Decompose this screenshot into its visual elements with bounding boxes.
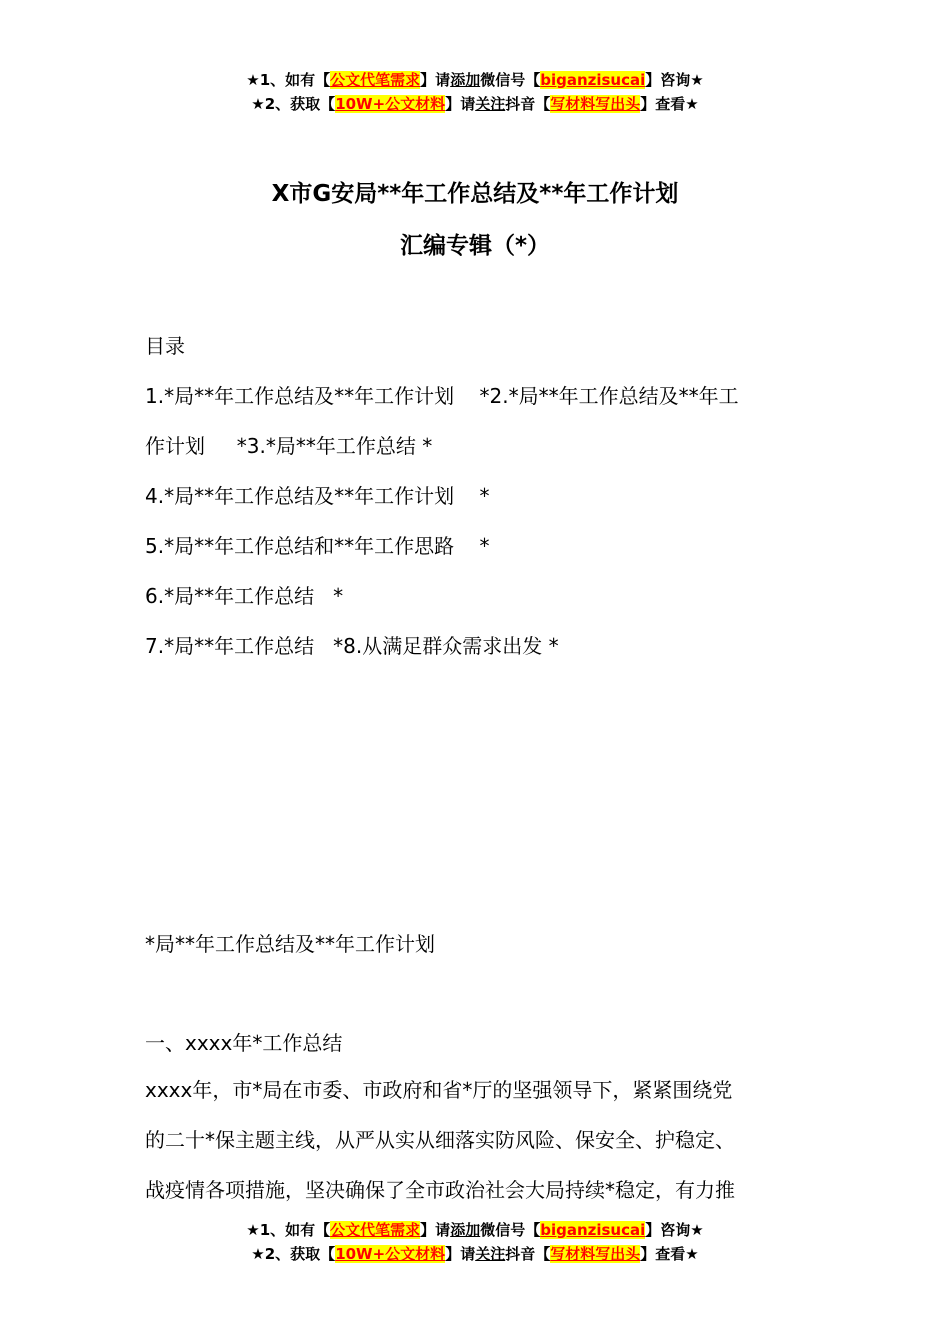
banner-emphasis: 关注 — [475, 1245, 506, 1263]
banner-highlight: biganzisucai — [540, 1221, 646, 1239]
banner-text: ★1、如有【 — [246, 1221, 331, 1239]
banner-text: 】查看★ — [640, 95, 699, 113]
toc-line: 1.*局**年工作总结及**年工作计划 *2.*局**年工作总结及**年工 — [145, 384, 739, 408]
banner-line-1 — [0, 68, 950, 92]
banner-text: 】咨询★ — [645, 1221, 704, 1239]
banner-emphasis: 关注 — [475, 95, 506, 113]
toc-line: 7.*局**年工作总结 *8.从满足群众需求出发 * — [145, 634, 559, 658]
banner-text: 】咨询★ — [645, 71, 704, 89]
banner-line-2 — [0, 1242, 950, 1266]
document-title — [0, 168, 950, 272]
toc-line: 6.*局**年工作总结 * — [145, 584, 344, 608]
banner-text: 】请 — [420, 71, 451, 89]
banner-highlight: 公文代笔需求 — [330, 1221, 421, 1239]
paragraph-line: 的二十*保主题主线，从严从实从细落实防风险、保安全、护稳定、 — [145, 1128, 735, 1152]
banner-text: ★2、获取【 — [251, 1245, 336, 1263]
paragraph-line: xxxx年，市*局在市委、市政府和省*厅的坚强领导下，紧紧围绕党 — [145, 1078, 733, 1102]
banner-line-2 — [0, 92, 950, 116]
top-banner — [0, 68, 950, 116]
title-line-1: X市G安局**年工作总结及**年工作计划 — [271, 181, 679, 207]
banner-text: 】查看★ — [640, 1245, 699, 1263]
banner-highlight: 写材料写出头 — [550, 1245, 641, 1263]
banner-text: ★1、如有【 — [246, 71, 331, 89]
banner-text: 】请 — [420, 1221, 451, 1239]
banner-text: ★2、获取【 — [251, 95, 336, 113]
banner-text: 】请 — [445, 1245, 476, 1263]
banner-highlight: biganzisucai — [540, 71, 646, 89]
banner-text: 微信号【 — [480, 71, 541, 89]
banner-text: 抖音【 — [505, 95, 551, 113]
banner-highlight: 公文代笔需求 — [330, 71, 421, 89]
section-heading: 一、xxxx年*工作总结 — [145, 1031, 343, 1055]
paragraph — [145, 1065, 810, 1215]
toc-heading: 目录 — [145, 334, 185, 358]
banner-line-1 — [0, 1218, 950, 1242]
banner-text: 微信号【 — [480, 1221, 541, 1239]
toc-line: 作计划 *3.*局**年工作总结 * — [145, 434, 433, 458]
paragraph-line: 战疫情各项措施，坚决确保了全市政治社会大局持续*稳定，有力推 — [145, 1178, 735, 1202]
toc-line: 4.*局**年工作总结及**年工作计划 * — [145, 484, 490, 508]
banner-highlight: 写材料写出头 — [550, 95, 641, 113]
banner-highlight: 10W+公文材料 — [335, 1245, 446, 1263]
article-title: *局**年工作总结及**年工作计划 — [145, 932, 435, 956]
banner-text: 抖音【 — [505, 1245, 551, 1263]
title-line-2: 汇编专辑（*） — [399, 233, 551, 259]
toc-line: 5.*局**年工作总结和**年工作思路 * — [145, 534, 490, 558]
bottom-banner — [0, 1218, 950, 1266]
banner-text: 】请 — [445, 95, 476, 113]
banner-highlight: 10W+公文材料 — [335, 95, 446, 113]
banner-emphasis: 添加 — [450, 1221, 481, 1239]
banner-emphasis: 添加 — [450, 71, 481, 89]
